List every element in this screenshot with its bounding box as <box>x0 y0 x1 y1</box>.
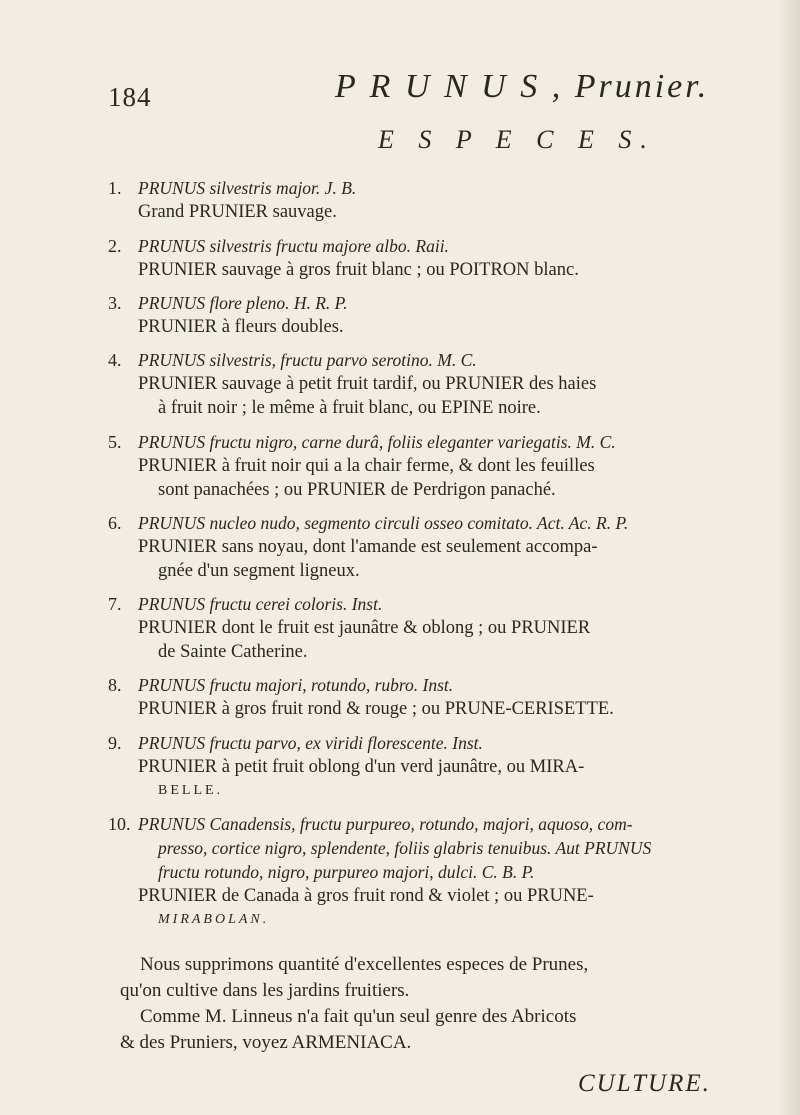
page-edge-shadow <box>778 0 800 1115</box>
french-name: PRUNIER à petit fruit oblong d'un verd jaunâtre, ou MIRA- <box>138 757 585 777</box>
french-name: Grand PRUNIER sauvage. <box>138 202 337 222</box>
latin-name-continued: fructu rotundo, nigro, purpureo majori, dulci. C. B. P. <box>158 862 535 882</box>
entry-number: 4. <box>108 350 122 370</box>
french-name-continued: sont panachées ; ou PRUNIER de Perdrigon panaché. <box>158 480 556 500</box>
latin-name: PRUNUS fructu cerei coloris. Inst. <box>138 594 383 614</box>
section-title: E S P E C E S. <box>378 125 656 154</box>
latin-name: PRUNUS silvestris, fructu parvo serotino. M. C. <box>138 350 477 370</box>
closing-paragraph-line: & des Pruniers, voyez ARMENIACA. <box>120 1032 412 1053</box>
closing-paragraph-line: Comme M. Linneus n'a fait qu'un seul genre des Abricots <box>140 1006 577 1027</box>
french-name-continued: gnée d'un segment ligneux. <box>158 561 360 581</box>
entry-number: 8. <box>108 675 122 695</box>
entry-number: 6. <box>108 513 122 533</box>
french-name: PRUNIER dont le fruit est jaunâtre & oblong ; ou PRUNIER <box>138 618 591 638</box>
latin-name: PRUNUS nucleo nudo, segmento circuli osseo comitato. Act. Ac. R. P. <box>138 513 629 533</box>
latin-name: PRUNUS silvestris fructu majore albo. Raii. <box>138 236 449 256</box>
french-name: PRUNIER sauvage à petit fruit tardif, ou PRUNIER des haies <box>138 374 597 394</box>
french-name: PRUNIER de Canada à gros fruit rond & violet ; ou PRUNE- <box>138 886 594 906</box>
french-name: PRUNIER à gros fruit rond & rouge ; ou PRUNE-CERISETTE. <box>138 699 614 719</box>
french-name-continued: à fruit noir ; le même à fruit blanc, ou EPINE noire. <box>158 398 541 418</box>
latin-name: PRUNUS silvestris major. J. B. <box>138 178 357 198</box>
page-number: 184 <box>108 82 152 112</box>
latin-name: PRUNUS fructu majori, rotundo, rubro. Inst. <box>138 675 454 695</box>
latin-name: PRUNUS fructu nigro, carne durâ, foliis eleganter variegatis. M. C. <box>138 432 616 452</box>
latin-name: PRUNUS flore pleno. H. R. P. <box>138 293 348 313</box>
french-name: PRUNIER à fleurs doubles. <box>138 317 344 337</box>
entry-number: 2. <box>108 236 122 256</box>
entry-number: 3. <box>108 293 122 313</box>
latin-name: PRUNUS fructu parvo, ex viridi florescente. Inst. <box>138 733 483 753</box>
latin-name-continued: presso, cortice nigro, splendente, foliis glabris tenuibus. Aut PRUNUS <box>158 838 652 858</box>
french-name: PRUNIER sauvage à gros fruit blanc ; ou POITRON blanc. <box>138 260 579 280</box>
entry-number: 10. <box>108 814 131 834</box>
french-name-continued: MIRABOLAN. <box>158 912 270 927</box>
latin-name: PRUNUS Canadensis, fructu purpureo, rotundo, majori, aquoso, com- <box>138 814 633 834</box>
closing-paragraph-line: Nous supprimons quantité d'excellentes especes de Prunes, <box>140 954 589 975</box>
entry-number: 5. <box>108 432 122 452</box>
entry-number: 1. <box>108 178 122 198</box>
entry-number: 7. <box>108 594 122 614</box>
french-name-continued: de Sainte Catherine. <box>158 642 308 662</box>
catchword: CULTURE. <box>578 1070 711 1097</box>
closing-paragraph-line: qu'on cultive dans les jardins fruitiers. <box>120 980 410 1001</box>
entry-number: 9. <box>108 733 122 753</box>
french-name: PRUNIER à fruit noir qui a la chair ferme, & dont les feuilles <box>138 456 595 476</box>
running-head: P R U N U S , Prunier. <box>335 68 710 105</box>
french-name: PRUNIER sans noyau, dont l'amande est seulement accompa- <box>138 537 598 557</box>
french-name-continued: BELLE. <box>158 783 224 798</box>
